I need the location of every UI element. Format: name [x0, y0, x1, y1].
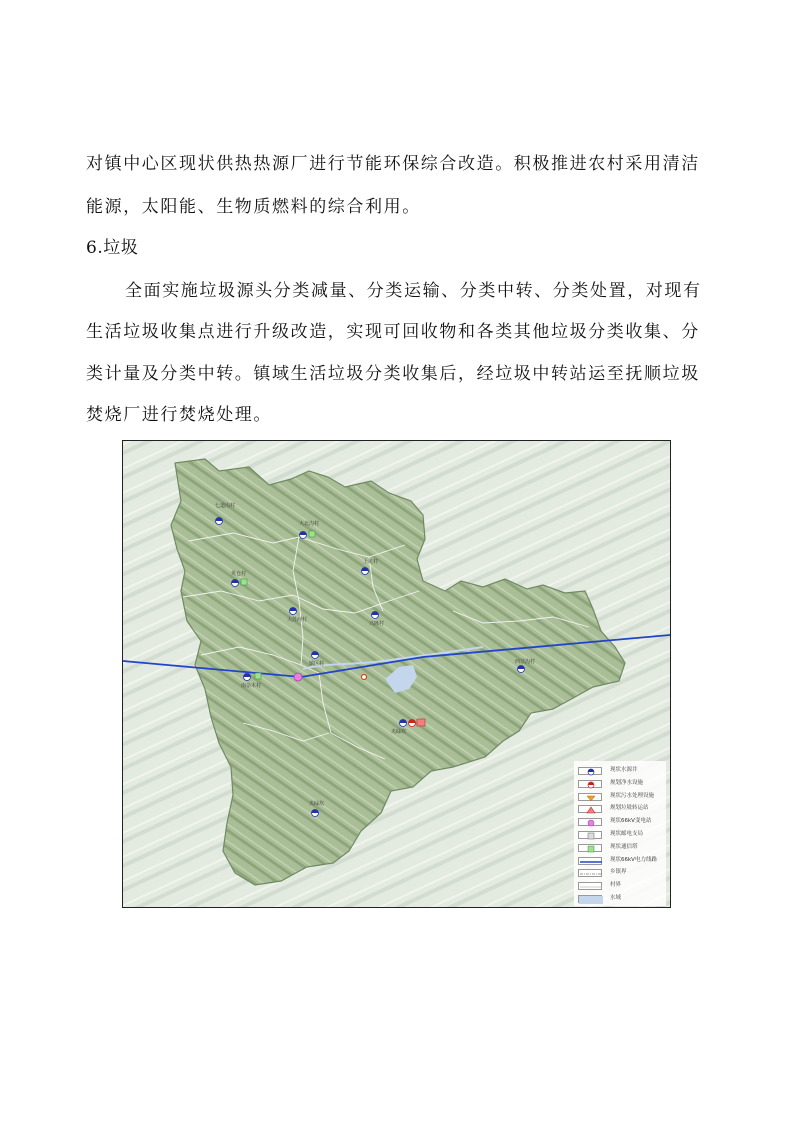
sewage-plant-icon	[578, 793, 602, 801]
village-label: 七道沟村	[215, 503, 236, 509]
paragraph-line: 对镇中心区现状供热热源厂进行节能环保综合改造。积极推进农村采用清洁	[86, 154, 700, 174]
paragraph-line: 类计量及分类中转。镇域生活垃圾分类收集后，经垃圾中转站运至抚顺垃圾	[86, 364, 700, 384]
legend-item	[578, 803, 666, 815]
legend-item	[578, 867, 666, 879]
paragraph-line: 生活垃圾收集点进行升级改造，实现可回收物和各类其他垃圾分类收集、分	[86, 322, 700, 342]
svg-text:夹碌坎: 夹碌坎	[391, 729, 407, 735]
legend-label: 规划垃圾转运站	[610, 805, 649, 812]
village-label: 夹碌坎	[309, 801, 325, 807]
village-label: 大苏河村	[287, 617, 308, 623]
village-label: 南杂木村	[241, 683, 262, 689]
village-label: 大北沟村	[299, 521, 320, 527]
telecom-tower-icon	[578, 844, 602, 852]
water-area-icon	[578, 895, 602, 903]
legend-label: 村界	[610, 882, 622, 889]
power-line-icon	[578, 857, 602, 865]
substation-icon	[578, 818, 602, 826]
telecom-tower-icon	[255, 673, 261, 679]
legend-item	[578, 791, 666, 803]
legend-item	[578, 855, 666, 867]
legend-label: 现状66kV电力线路	[610, 856, 657, 863]
legend-label: 现状通信塔	[610, 843, 638, 850]
paragraph-line: 焚烧厂进行焚烧处理。	[86, 405, 272, 425]
legend-label: 水域	[610, 895, 622, 901]
village-label: 兴隆村	[369, 621, 385, 627]
paragraph-line: 能源，太阳能、生物质燃料的综合利用。	[86, 197, 421, 217]
legend-item	[578, 816, 666, 828]
telecom-tower-icon	[309, 531, 315, 537]
substation-icon	[294, 673, 302, 681]
village-boundary-icon	[578, 882, 602, 890]
township-boundary-icon	[578, 869, 602, 877]
township-infrastructure-map	[122, 440, 671, 908]
village-label: 镇区村	[309, 661, 325, 667]
water-well-icon	[578, 767, 602, 775]
telecom-tower-icon	[241, 579, 247, 585]
post-office-icon	[578, 831, 602, 839]
paragraph-line: 全面实施垃圾源头分类减量、分类运输、分类中转、分类处置，对现有	[125, 281, 702, 301]
section-heading: 6.垃圾	[86, 238, 139, 258]
village-label: 西岔沟村	[515, 659, 536, 665]
legend-label: 现状邮电支局	[610, 831, 644, 837]
legend-item	[578, 829, 666, 841]
village-label: 英仓村	[231, 571, 247, 577]
map-legend	[574, 761, 666, 906]
water-treatment-icon	[578, 780, 602, 788]
legend-item	[578, 778, 666, 790]
garbage-transfer-icon	[578, 805, 602, 813]
legend-item	[578, 880, 666, 892]
legend-label: 现状66kV变电站	[610, 818, 652, 825]
legend-item	[578, 893, 666, 905]
legend-label: 乡镇界	[610, 869, 627, 876]
legend-label: 规划净水设施	[610, 779, 644, 786]
legend-label: 现状水源井	[610, 767, 638, 773]
village-label: 上花村	[363, 559, 379, 565]
sewage-plant-icon	[362, 675, 367, 680]
legend-label: 现状污水处理设施	[610, 792, 655, 799]
legend-item	[578, 765, 666, 777]
legend-item	[578, 842, 666, 854]
